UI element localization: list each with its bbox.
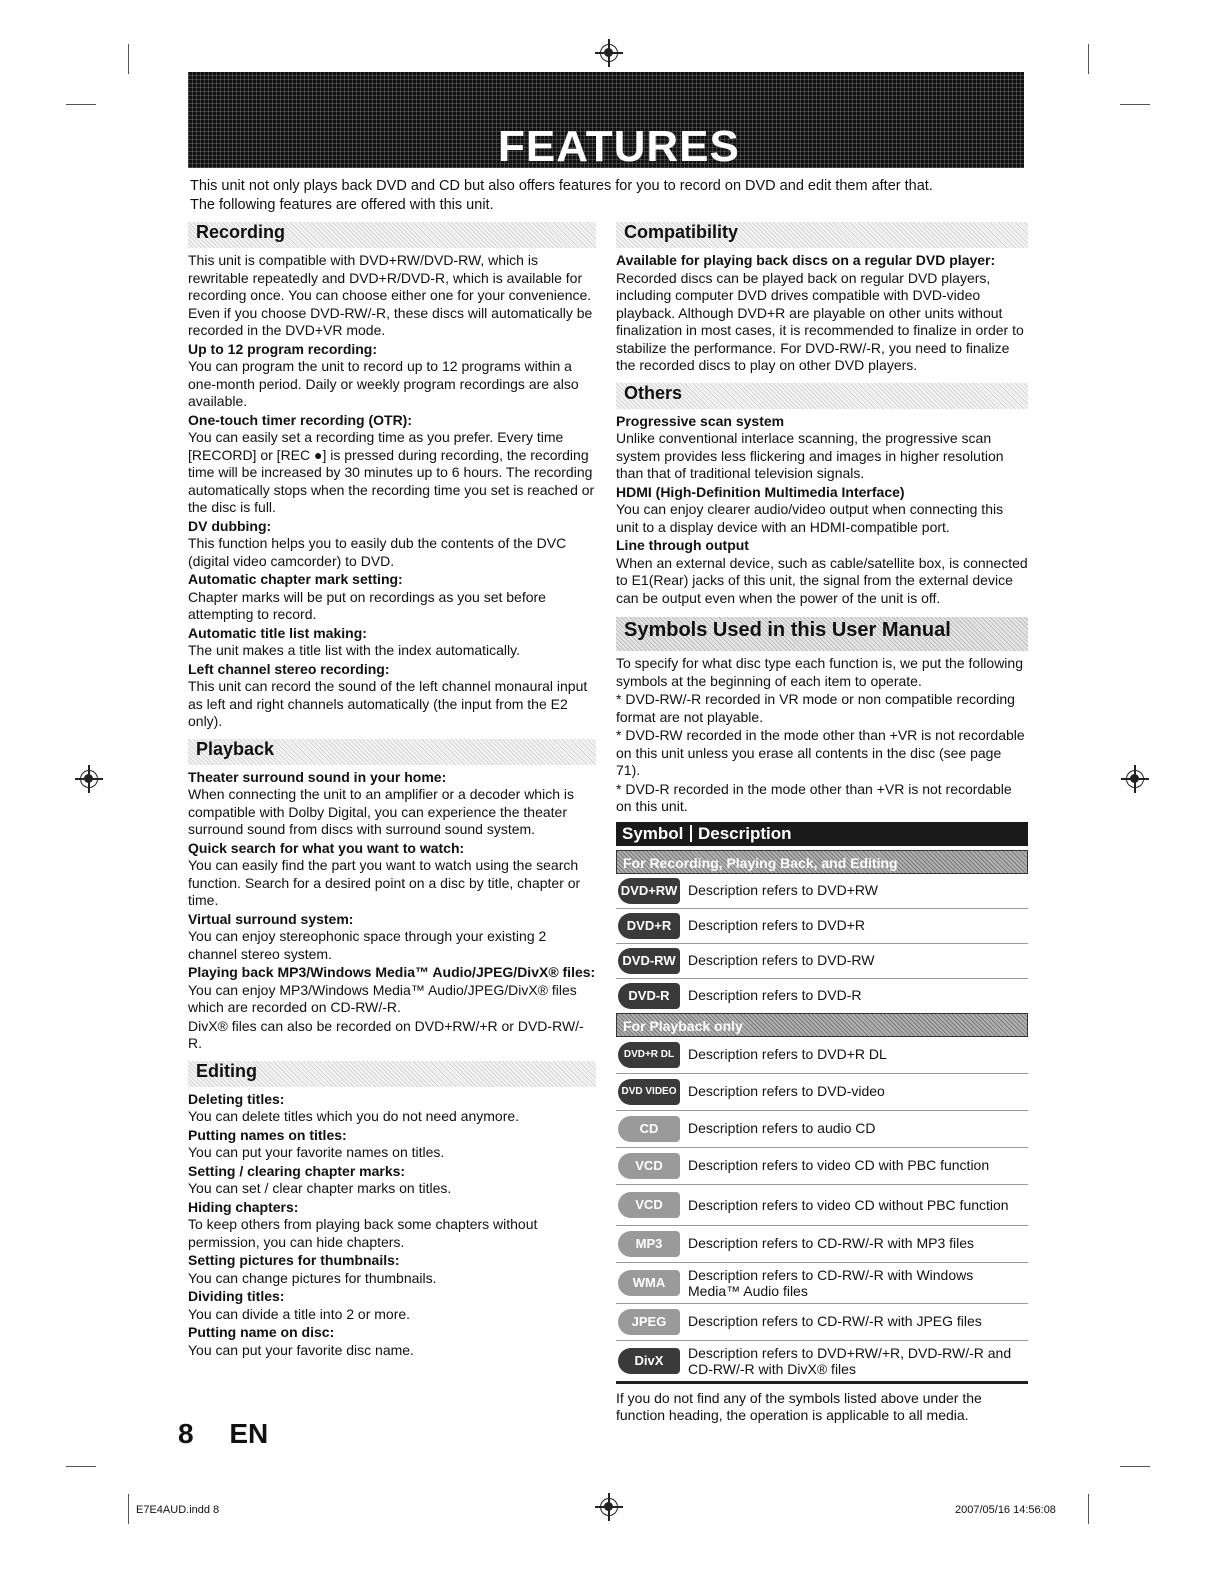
row-description: Description refers to DVD+RW/+R, DVD-RW/-R and CD-RW/-R with DivX® files <box>688 1344 1012 1377</box>
feature-text: This unit can record the sound of the left channel monaural input as left and right channels automatically (the input from the E2 only). <box>188 678 588 729</box>
jpeg-icon <box>618 1309 680 1335</box>
feature-title: Dividing titles: <box>188 1288 285 1304</box>
feature-title: Deleting titles: <box>188 1090 285 1107</box>
badge-label: DVD+R <box>626 917 672 933</box>
page-number-value: 8 <box>178 1418 194 1449</box>
badge-label: DVD-RW <box>622 952 676 968</box>
registration-mark-icon <box>80 770 98 788</box>
crop-mark <box>128 1494 129 1524</box>
page-language: EN <box>229 1418 269 1449</box>
row-description: Description refers to DVD-video <box>688 1082 885 1099</box>
features-banner <box>188 72 1024 171</box>
badge-label: DVD VIDEO <box>621 1085 677 1097</box>
section-heading-compatibility: Compatibility <box>616 222 1028 248</box>
table-row <box>616 1037 1028 1074</box>
feature-text: Chapter marks will be put on recordings as you set before attempting to record. <box>188 588 546 622</box>
page-title: FEATURES <box>498 122 740 171</box>
feature-title: Virtual surround system: <box>188 910 354 927</box>
symbols-note: * DVD-RW recorded in the mode other than +VR is not recordable on this unit unless you erase all contents in the disc (see page 71). <box>616 727 1025 778</box>
feature-title: Automatic chapter mark setting: <box>188 571 403 587</box>
feature-title: HDMI (High-Definition Multimedia Interface) <box>616 483 905 500</box>
row-description: Description refers to DVD-RW <box>688 951 875 968</box>
windows-media-audio-icon <box>618 1270 680 1296</box>
row-description: Description refers to video CD without PBC function <box>688 1196 1009 1213</box>
audio-cd-icon <box>618 1116 680 1142</box>
table-row <box>616 944 1028 979</box>
table-row <box>616 1074 1028 1111</box>
feature-text: You can program the unit to record up to 12 programs within a one-month period. Daily or weekly program recordings are also available. <box>188 358 579 409</box>
footer-date: 2007/05/16 14:56:08 <box>955 1504 1056 1516</box>
right-column <box>616 222 1028 1426</box>
table-row <box>616 1148 1028 1185</box>
badge-label: DVD-R <box>628 987 670 1003</box>
vcd-icon <box>618 1153 680 1179</box>
symbols-footnote: If you do not find any of the symbols listed above under the function heading, the operation is applicable to all media. <box>616 1389 982 1423</box>
symbols-note: * DVD-RW/-R recorded in VR mode or non compatible recording format are not playable. <box>616 691 1015 725</box>
feature-title: Setting pictures for thumbnails: <box>188 1252 400 1268</box>
feature-text: You can put your favorite names on titles. <box>188 1144 445 1160</box>
dvd-plus-r-dl-icon <box>618 1042 680 1068</box>
symbols-intro: To specify for what disc type each function is, we put the following symbols at the beginning of each item to operate. <box>616 655 1023 689</box>
feature-title: Putting names on titles: <box>188 1126 347 1143</box>
recording-intro: This unit is compatible with DVD+RW/DVD-RW, which is rewritable repeatedly and DVD+R/DVD-R, which is available for recording once. You can choose either one for your convenience. Even if you choose DVD-RW/-R, these discs will automatically be recorded in the DVD+VR mode. <box>188 252 593 338</box>
mp3-icon <box>618 1231 680 1257</box>
feature-title: One-touch timer recording (OTR): <box>188 411 412 428</box>
feature-title: Theater surround sound in your home: <box>188 768 447 785</box>
badge-label: CD <box>639 1120 659 1136</box>
symbols-table <box>616 822 1028 1384</box>
badge-label: DVD+RW <box>620 882 678 898</box>
column-header-description: Description <box>698 823 792 843</box>
divx-icon <box>618 1348 680 1374</box>
table-row <box>616 1226 1028 1263</box>
feature-title: Line through output <box>616 537 749 553</box>
crop-mark <box>66 104 96 105</box>
symbols-note: * DVD-R recorded in the mode other than +VR is not recordable on this unit. <box>616 780 1012 814</box>
vcd-no-pbc-icon <box>618 1192 680 1218</box>
feature-text: You can set / clear chapter marks on titles. <box>188 1180 452 1196</box>
section-heading-recording: Recording <box>188 222 596 248</box>
table-row <box>616 1304 1028 1341</box>
table-group-heading: For Recording, Playing Back, and Editing <box>616 850 1028 874</box>
row-description: Description refers to CD-RW/-R with JPEG files <box>688 1312 982 1329</box>
badge-label: VCD <box>635 1157 663 1173</box>
dvd-video-icon <box>618 1079 680 1105</box>
feature-text: You can easily find the part you want to watch using the search function. Search for a desired point on a disc by title, chapter or time. <box>188 857 581 908</box>
feature-text: Unlike conventional interlace scanning, the progressive scan system provides less flickering and images in higher resolution than that of traditional television signals. <box>616 430 1004 481</box>
badge-label: VCD <box>635 1196 663 1212</box>
feature-title: Playing back MP3/Windows Media™ Audio/JPEG/DivX® files: <box>188 964 596 980</box>
page-number <box>178 1418 268 1450</box>
badge-label: DivX <box>634 1352 664 1368</box>
intro-line: The following features are offered with this unit. <box>190 197 494 213</box>
feature-text: To keep others from playing back some chapters without permission, you can hide chapters. <box>188 1216 538 1250</box>
dvd-plus-r-icon <box>618 913 680 939</box>
feature-text: You can enjoy MP3/Windows Media™ Audio/JPEG/DivX® files which are recorded on CD-RW/-R. <box>188 981 577 1015</box>
section-heading-editing: Editing <box>188 1061 596 1087</box>
intro-line: This unit not only plays back DVD and CD but also offers features for you to record on DVD and edit them after that. <box>190 178 933 194</box>
feature-text: The unit makes a title list with the index automatically. <box>188 642 521 658</box>
table-group-heading: For Playback only <box>616 1013 1028 1037</box>
crop-mark <box>1088 1494 1089 1524</box>
feature-title: DV dubbing: <box>188 517 272 534</box>
row-description: Description refers to DVD+RW <box>688 881 878 898</box>
dvd-plus-rw-icon <box>618 878 680 904</box>
registration-mark-icon <box>600 1498 618 1516</box>
table-row <box>616 1185 1028 1226</box>
badge-label: JPEG <box>631 1313 667 1329</box>
feature-text: You can change pictures for thumbnails. <box>188 1269 437 1286</box>
dvd-minus-rw-icon <box>618 948 680 974</box>
table-row <box>616 1263 1028 1304</box>
row-description: Description refers to CD-RW/-R with Windows Media™ Audio files <box>688 1266 974 1299</box>
feature-title: Progressive scan system <box>616 412 785 429</box>
feature-text: You can enjoy clearer audio/video output when connecting this unit to a display device with an HDMI-compatible port. <box>616 501 1004 535</box>
table-row <box>616 1111 1028 1148</box>
row-description: Description refers to audio CD <box>688 1119 876 1136</box>
feature-text: When an external device, such as cable/satellite box, is connected to E1(Rear) jacks of this unit, the signal from the external device can be output even when the power of the unit is off. <box>616 554 1028 606</box>
feature-title: Left channel stereo recording: <box>188 660 390 677</box>
table-row <box>616 874 1028 909</box>
feature-text: DivX® files can also be recorded on DVD+RW/+R or DVD-RW/-R. <box>188 1017 584 1051</box>
column-header-symbol: Symbol <box>616 825 692 843</box>
feature-text: When connecting the unit to an amplifier or a decoder which is compatible with Dolby Digital, you can experience the theater surround sound from discs with surround sound system. <box>188 786 574 837</box>
feature-title: Available for playing back discs on a regular DVD player: <box>616 252 996 268</box>
registration-mark-icon <box>1126 770 1144 788</box>
feature-text: You can put your favorite disc name. <box>188 1341 414 1358</box>
crop-mark <box>1088 44 1089 74</box>
table-row <box>616 909 1028 944</box>
feature-title: Up to 12 program recording: <box>188 340 378 357</box>
badge-label: DVD+R DL <box>623 1048 675 1060</box>
feature-text: You can delete titles which you do not need anymore. <box>188 1108 520 1124</box>
left-column <box>188 222 596 1360</box>
feature-text: This function helps you to easily dub the contents of the DVC (digital video camcorder) to DVD. <box>188 535 567 569</box>
row-description: Description refers to CD-RW/-R with MP3 files <box>688 1234 975 1251</box>
crop-mark <box>128 44 129 74</box>
row-description: Description refers to DVD+R DL <box>688 1045 887 1062</box>
section-heading-playback: Playback <box>188 739 596 765</box>
feature-title: Quick search for what you want to watch: <box>188 839 465 856</box>
feature-title: Automatic title list making: <box>188 624 367 641</box>
crop-mark <box>1120 1466 1150 1467</box>
footer-file: E7E4AUD.indd 8 <box>136 1504 220 1516</box>
feature-text: You can easily set a recording time as you prefer. Every time [RECORD] or [REC ●] is pressed during recording, the recording time will be increased by 30 minutes up to 6 hours. The recording automatically stops when the recording time you set is reached or the disc is full. <box>188 429 595 515</box>
feature-title: Hiding chapters: <box>188 1198 299 1215</box>
table-header <box>616 822 1028 846</box>
table-row <box>616 979 1028 1013</box>
feature-text: You can enjoy stereophonic space through your existing 2 channel stereo system. <box>188 928 547 962</box>
badge-label: MP3 <box>635 1235 663 1251</box>
registration-mark-icon <box>600 44 618 62</box>
table-row <box>616 1341 1028 1384</box>
crop-mark <box>1120 104 1150 105</box>
feature-text: Recorded discs can be played back on regular DVD players, including computer DVD drives compatible with DVD-video playback. Although DVD+R are playable on other units without finalization in most cases, it is recommended to finalize in order to stabilize the performance. For DVD-RW/-R, you need to finalize the recorded discs to play on other DVD players. <box>616 269 1024 373</box>
row-description: Description refers to DVD+R <box>688 916 866 933</box>
feature-title: Putting name on disc: <box>188 1324 335 1340</box>
feature-text: You can divide a title into 2 or more. <box>188 1305 411 1322</box>
section-heading-symbols: Symbols Used in this User Manual <box>616 617 1028 651</box>
badge-label: WMA <box>632 1274 666 1290</box>
section-heading-others: Others <box>616 383 1028 409</box>
dvd-minus-r-icon <box>618 983 680 1009</box>
feature-title: Setting / clearing chapter marks: <box>188 1162 406 1179</box>
crop-mark <box>66 1466 96 1467</box>
intro-text <box>190 177 1030 215</box>
row-description: Description refers to video CD with PBC function <box>688 1156 990 1173</box>
row-description: Description refers to DVD-R <box>688 986 862 1003</box>
